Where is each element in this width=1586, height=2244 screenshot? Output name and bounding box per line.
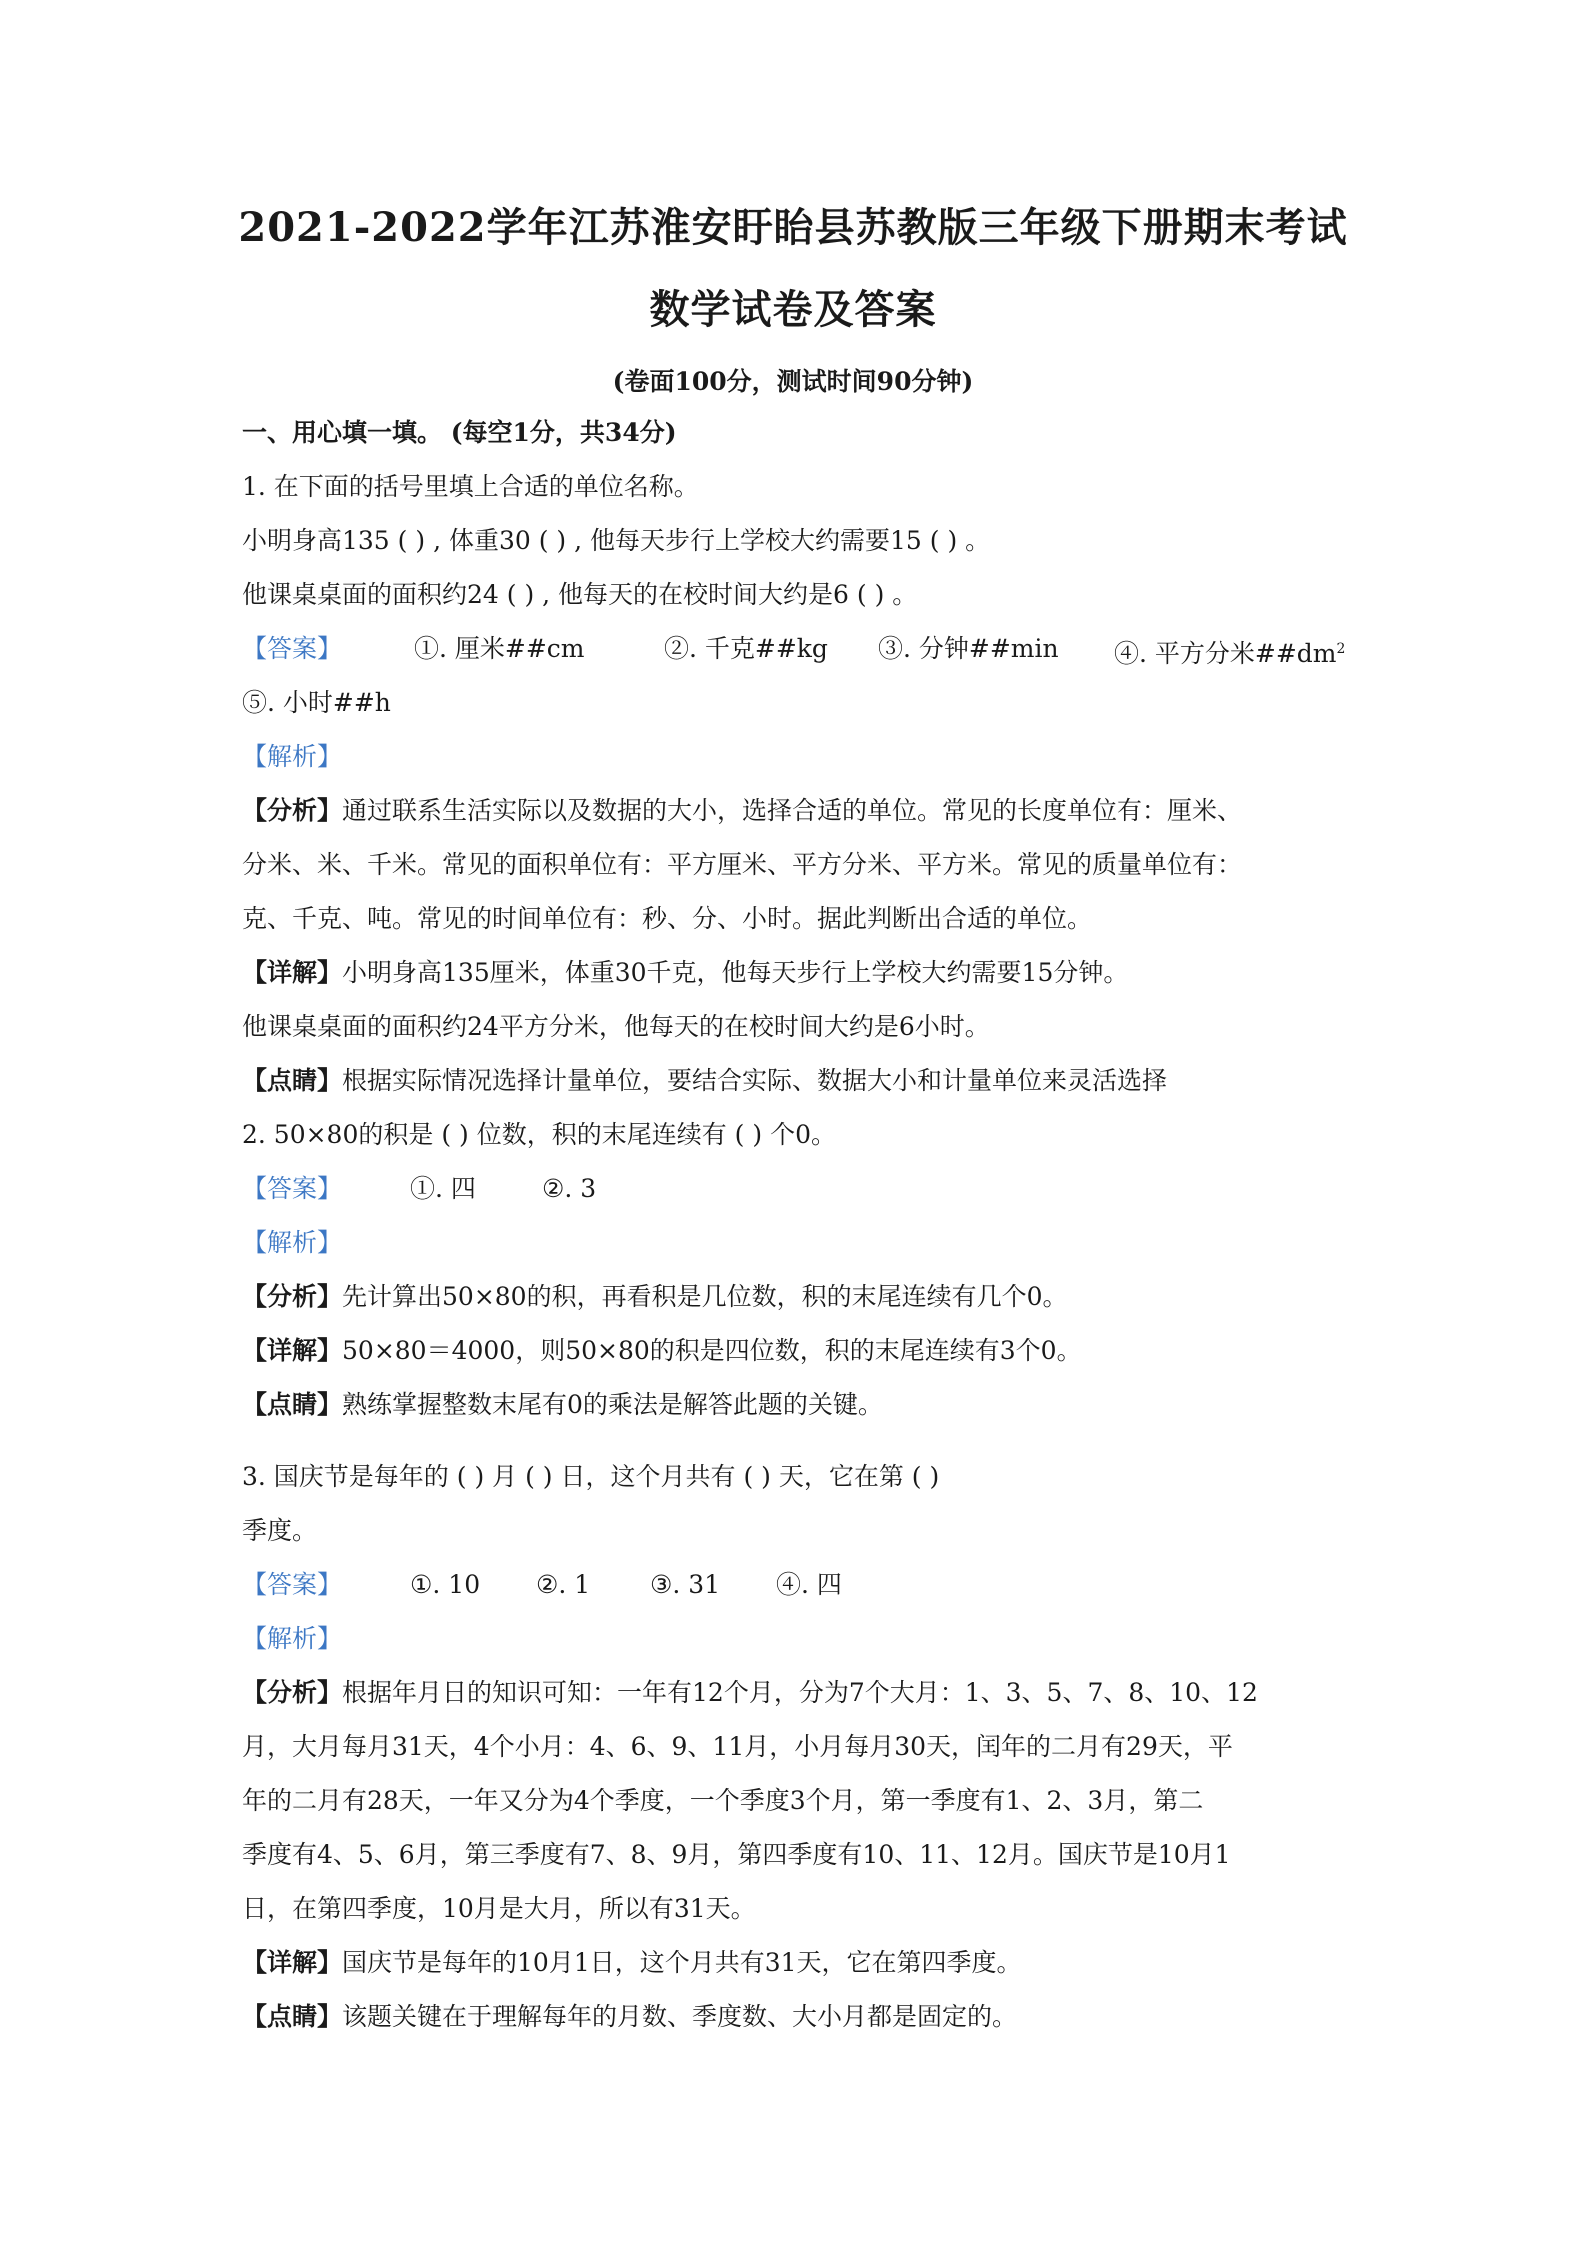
q1-answer-4-text: ④. 平方分米##dm [1114,639,1337,668]
q1-answer-5: ⑤. 小时##h [242,688,391,717]
q3-stem-2: 季度。 [242,1516,318,1545]
doc-title-line2: 数学试卷及答案 [649,286,937,333]
q3-jiexi-tag: 【解析】 [242,1624,343,1653]
q2-answer-2: ②. 3 [542,1174,597,1203]
q1-xiangjie-1 [242,956,1128,990]
xiangjie-tag: 【详解】 [242,1948,343,1977]
q1-fenxi-1 [242,794,1242,828]
fenxi-tag: 【分析】 [242,1678,343,1707]
doc-title-line1: 2021-2022学年江苏淮安盱眙县苏教版三年级下册期末考试 [238,204,1348,251]
q2-fenxi [242,1280,1068,1314]
q1-xiangjie-2: 他课桌桌面的面积约24平方分米，他每天的在校时间大约是6小时。 [242,1012,990,1041]
q3-fenxi-1-text: 根据年月日的知识可知：一年有12个月，分为7个大月：1、3、5、7、8、10、12 [342,1678,1258,1707]
q3-dianjing [242,2000,1017,2034]
q1-fenxi-3: 克、千克、吨。常见的时间单位有：秒、分、小时。据此判断出合适的单位。 [242,904,1093,933]
fenxi-tag: 【分析】 [242,1282,343,1311]
q1-fenxi-1-text: 通过联系生活实际以及数据的大小，选择合适的单位。常见的长度单位有：厘米、 [342,796,1243,825]
q3-answer-3: ③. 31 [650,1570,721,1599]
q3-answer-2: ②. 1 [536,1570,591,1599]
q1-answer-1: ①. 厘米##cm [414,634,585,663]
xiangjie-tag: 【详解】 [242,958,343,987]
section-heading: 一、用心填一填。 (每空1分，共34分) [242,418,677,447]
q2-xiangjie-text: 50×80＝4000，则50×80的积是四位数，积的末尾连续有3个0。 [342,1336,1082,1365]
q1-fenxi-2: 分米、米、千米。常见的面积单位有：平方厘米、平方分米、平方米。常见的质量单位有： [242,850,1243,879]
q1-dianjing-text: 根据实际情况选择计量单位，要结合实际、数据大小和计量单位来灵活选择 [342,1066,1168,1095]
q1-answer-row [242,632,1362,666]
xiangjie-tag: 【详解】 [242,1336,343,1365]
q2-xiangjie [242,1334,1082,1368]
q1-line2: 他课桌桌面的面积约24 ( ) , 他每天的在校时间大约是6 ( ) 。 [242,580,918,609]
q2-dianjing [242,1388,883,1422]
q3-fenxi-3: 年的二月有28天，一年又分为4个季度，一个季度3个月，第一季度有1、2、3月，第二 [242,1786,1204,1815]
q1-answer-4-sup: 2 [1336,641,1346,657]
q3-stem-1: 3. 国庆节是每年的 ( ) 月 ( ) 日，这个月共有 ( ) 天，它在第 ( ) [242,1462,940,1491]
dianjing-tag: 【点睛】 [242,2002,343,2031]
q1-line1: 小明身高135 ( ) , 体重30 ( ) , 他每天步行上学校大约需要15 ( ) 。 [242,526,991,555]
answer-tag: 【答案】 [242,1570,343,1599]
q1-answer-4 [1114,632,1345,671]
q3-fenxi-4: 季度有4、5、6月，第三季度有7、8、9月，第四季度有10、11、12月。国庆节是10月1 [242,1840,1231,1869]
answer-tag: 【答案】 [242,1174,343,1203]
q3-answer-row [242,1568,1042,1602]
q2-jiexi-tag: 【解析】 [242,1228,343,1257]
q2-fenxi-text: 先计算出50×80的积，再看积是几位数，积的末尾连续有几个0。 [342,1282,1068,1311]
q3-fenxi-1 [242,1676,1258,1710]
q2-stem: 2. 50×80的积是 ( ) 位数，积的末尾连续有 ( ) 个0。 [242,1120,836,1149]
q2-answer-row [242,1172,1042,1206]
q3-fenxi-2: 月，大月每月31天，4个小月：4、6、9、11月，小月每月30天，闰年的二月有29天，平 [242,1732,1233,1761]
q3-answer-4: ④. 四 [776,1570,842,1599]
q3-fenxi-5: 日，在第四季度，10月是大月，所以有31天。 [242,1894,756,1923]
fenxi-tag: 【分析】 [242,796,343,825]
q1-stem: 1. 在下面的括号里填上合适的单位名称。 [242,472,699,501]
q1-answer-3: ③. 分钟##min [878,634,1059,663]
q1-dianjing [242,1064,1167,1098]
doc-subtitle: (卷面100分，测试时间90分钟) [612,367,974,396]
dianjing-tag: 【点睛】 [242,1066,343,1095]
q2-dianjing-text: 熟练掌握整数末尾有0的乘法是解答此题的关键。 [342,1390,883,1419]
dianjing-tag: 【点睛】 [242,1390,343,1419]
q1-jiexi-tag: 【解析】 [242,742,343,771]
q3-xiangjie-text: 国庆节是每年的10月1日，这个月共有31天，它在第四季度。 [342,1948,1022,1977]
q3-dianjing-text: 该题关键在于理解每年的月数、季度数、大小月都是固定的。 [342,2002,1018,2031]
q1-answer-2: ②. 千克##kg [664,634,828,663]
q2-answer-1: ①. 四 [410,1174,476,1203]
answer-tag: 【答案】 [242,634,343,663]
q1-xiangjie-1-text: 小明身高135厘米，体重30千克，他每天步行上学校大约需要15分钟。 [342,958,1129,987]
q3-answer-1: ①. 10 [410,1570,481,1599]
q3-xiangjie [242,1946,1022,1980]
